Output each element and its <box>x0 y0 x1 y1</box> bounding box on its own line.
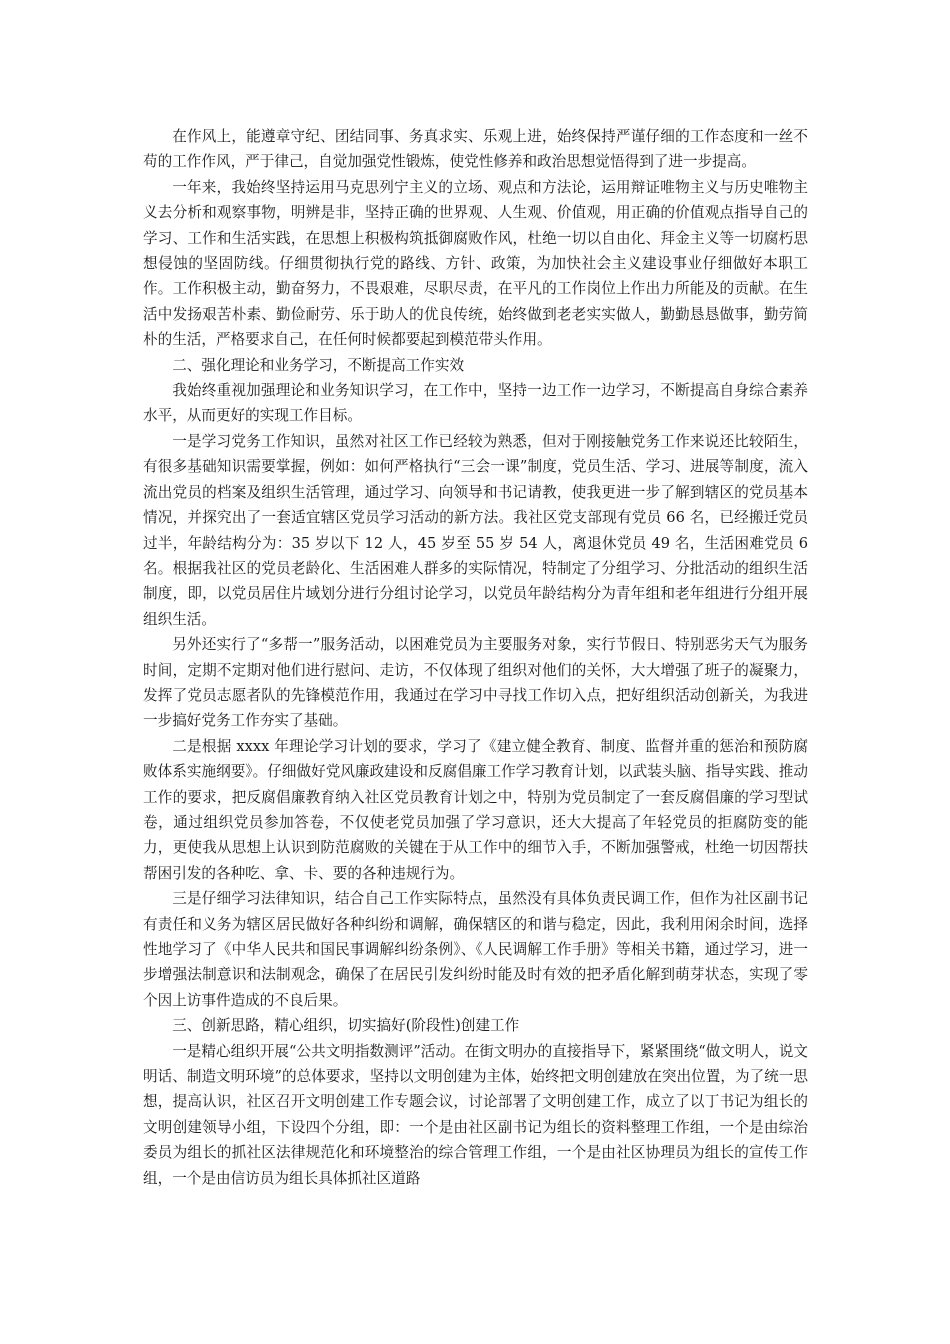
paragraph-anti-corruption: 二是根据 xxxx 年理论学习计划的要求，学习了《建立健全教育、制度、监督并重的惩治和预防腐败体系实施纲要》。仔细做好党风廉政建设和反腐倡廉工作学习教育计划，以武装头脑、指导实践、推动工作的要求，把反腐倡廉教育纳入社区党员教育计划之中，特别为党员制定了一套反腐倡廉的学习型试卷，通过组织党员参加答卷，不仅使老党员加强了学习意识，还大大提高了年轻党员的拒腐防变的能力，更使我从思想上认识到防范腐败的关键在于从工作中的细节入手，不断加强警戒，杜绝一切因帮扶帮困引发的各种吃、拿、卡、要的各种违规行为。 <box>143 737 808 882</box>
section-heading-innovation: 三、创新思路，精心组织，切实搞好(阶段性)创建工作 <box>172 1017 520 1035</box>
document-body <box>143 124 808 1191</box>
paragraph-party-affairs: 一是学习党务工作知识，虽然对社区工作已经较为熟悉，但对于刚接触党务工作来说还比较陌生，有很多基础知识需要掌握，例如：如何严格执行“三会一课”制度，党员生活、学习、进展等制度，流入流出党员的档案及组织生活管理，通过学习、向领导和书记请教，使我更进一步了解到辖区的党员基本情况，并探究出了一套适宜辖区党员学习活动的新方法。我社区党支部现有党员 66 名，已经搬迁党员过半，年龄结构分为：35 岁以下 12 人，45 岁至 55 岁 54 人，离退休党员 49 名，生活困难党员 6 名。根据我社区的党员老龄化、生活困难人群多的实际情况，特制定了分组学习、分批活动的组织生活制度，即，以党员居住片域划分进行分组讨论学习，以党员年龄结构分为青年组和老年组进行分组开展组织生活。 <box>143 432 808 628</box>
paragraph-work-style: 在作风上，能遵章守纪、团结同事、务真求实、乐观上进，始终保持严谨仔细的工作态度和一丝不苟的工作作风，严于律己，自觉加强党性锻炼，使党性修养和政治思想觉悟得到了进一步提高。 <box>143 128 808 171</box>
paragraph-legal-study: 三是仔细学习法律知识，结合自己工作实际特点，虽然没有具体负责民调工作，但作为社区副书记有责任和义务为辖区居民做好各种纠纷和调解，确保辖区的和谐与稳定，因此，我利用闲余时间，选择性地学习了《中华人民共和国民事调解纠纷条例》、《人民调解工作手册》等相关书籍，通过学习，进一步增强法制意识和法制观念，确保了在居民引发纠纷时能及时有效的把矛盾化解到萌芽状态，实现了零个因上访事件造成的不良后果。 <box>143 890 808 1009</box>
paragraph-civilization-campaign: 一是精心组织开展“公共文明指数测评”活动。在街文明办的直接指导下，紧紧围绕“做文明人，说文明话、制造文明环境”的总体要求，坚持以文明创建为主体，始终把文明创建放在突出位置，为了统一思想，提高认识，社区召开文明创建工作专题会议，讨论部署了文明创建工作，成立了以丁书记为组长的文明创建领导小组，下设四个分组，即：一个是由社区副书记为组长的资料整理工作组，一个是由综治委员为组长的抓社区法律规范化和环境整治的综合管理工作组，一个是由社区协理员为组长的宣传工作组，一个是由信访员为组长具体抓社区道路 <box>143 1042 808 1187</box>
paragraph-study-intro: 我始终重视加强理论和业务知识学习，在工作中，坚持一边工作一边学习，不断提高自身综合素养水平，从而更好的实现工作目标。 <box>143 382 808 425</box>
section-heading-study: 二、强化理论和业务学习，不断提高工作实效 <box>172 356 465 374</box>
paragraph-ideology: 一年来，我始终坚持运用马克思列宁主义的立场、观点和方法论，运用辩证唯物主义与历史唯物主义去分析和观察事物，明辨是非，坚持正确的世界观、人生观、价值观，用正确的价值观点指导自己的学习、工作和生活实践，在思想上积极构筑抵御腐败作风，杜绝一切以自由化、拜金主义等一切腐朽思想侵蚀的坚固防线。仔细贯彻执行党的路线、方针、政策，为加快社会主义建设事业仔细做好本职工作。工作积极主动，勤奋努力，不畏艰难，尽职尽责，在平凡的工作岗位上作出力所能及的贡献。在生活中发扬艰苦朴素、勤俭耐劳、乐于助人的优良传统，始终做到老老实实做人，勤勤恳恳做事，勤劳简朴的生活，严格要求自己，在任何时候都要起到模范带头作用。 <box>143 178 808 349</box>
paragraph-service-activity: 另外还实行了“多帮一”服务活动，以困难党员为主要服务对象，实行节假日、特别恶劣天气为服务时间，定期不定期对他们进行慰问、走访，不仅体现了组织对他们的关怀，大大增强了班子的凝聚力，发挥了党员志愿者队的先锋模范作用，我通过在学习中寻找工作切入点，把好组织活动创新关，为我进一步搞好党务工作夯实了基础。 <box>143 636 808 730</box>
